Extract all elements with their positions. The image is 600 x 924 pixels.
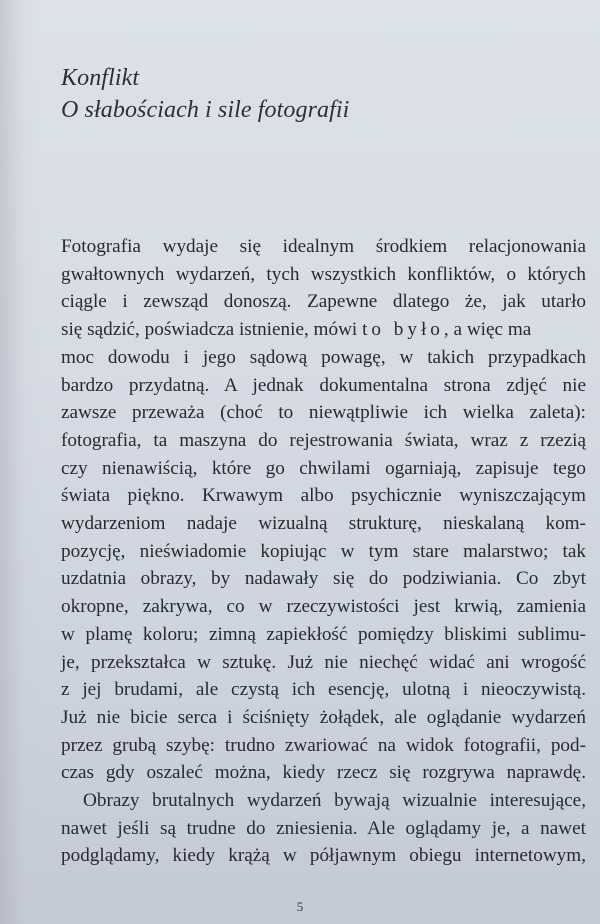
page-gutter-shadow [0,0,40,924]
text-fragment: się sądzić, poświadcza istnienie, mówi [61,319,358,341]
emphasized-text: to było [362,319,444,341]
text-line: zawsze przeważa (choć to niewątpliwie ich wielka zaleta): [61,402,586,424]
paragraph-2 [61,787,586,870]
page-number: 5 [296,899,304,914]
text-line: uzdatnia obrazy, by nadawały się do podziwiania. Co zbyt [61,568,586,590]
text-line: pozycję, nieświadomie kopiując w tym stare malarstwo; tak [61,540,586,562]
text-line: czy nienawiścią, które go chwilami ogarniają, zapisuje tego [61,457,586,479]
text-line: ciągle i zewsząd donoszą. Zapewne dlatego że, jak utarło [61,291,586,313]
text-line [61,316,586,344]
text-line: okropne, zakrywa, co w rzeczywistości jest krwią, zamienia [61,596,586,618]
body-text [61,233,586,870]
chapter-subtitle: O słabościach i sile fotografii [61,97,350,123]
text-line: przez grubą szybę: trudno zwariować na widok fotografii, pod- [61,734,586,756]
text-line: moc dowodu i jego sądową powagę, w takich przypadkach [61,346,586,368]
text-line: nawet jeśli są trudne do zniesienia. Ale oglądamy je, a nawet [61,817,586,839]
paragraph-1 [61,233,586,787]
text-line: wydarzeniom nadaje wizualną strukturę, nieskalaną kom- [61,513,586,535]
text-line: z jej brudami, ale czystą ich esencję, ulotną i nieoczywistą. [61,679,586,701]
text-line: je, przekształca w sztukę. Już nie niechęć widać ani wrogość [61,651,586,673]
text-line: Fotografia wydaje się idealnym środkiem relacjonowania [61,236,586,257]
text-line: świata piękno. Krwawym albo psychicznie wyniszczającym [61,485,586,507]
text-line: fotografia, ta maszyna do rejestrowania świata, wraz z rzezią [61,429,586,451]
text-line: Obrazy brutalnych wydarzeń bywają wizualnie interesujące, [83,790,586,812]
text-line: bardzo przydatną. A jednak dokumentalna strona zdjęć nie [61,374,586,396]
text-line: gwałtownych wydarzeń, tych wszystkich konfliktów, o których [61,263,586,285]
text-line: Już nie bicie serca i ściśnięty żołądek, ale oglądanie wydarzeń [61,706,586,728]
text-line: podglądamy, kiedy krążą w półjawnym obiegu internetowym, [61,845,586,867]
text-line: czas gdy oszaleć można, kiedy rzecz się rozgrywa naprawdę. [61,762,586,784]
text-line: w plamę koloru; zimną zapiekłość pomiędzy bliskimi sublimu- [61,623,586,645]
text-fragment: , a więc ma [443,319,532,341]
chapter-title-line-1: Konflikt [61,65,140,91]
chapter-title [61,62,349,126]
